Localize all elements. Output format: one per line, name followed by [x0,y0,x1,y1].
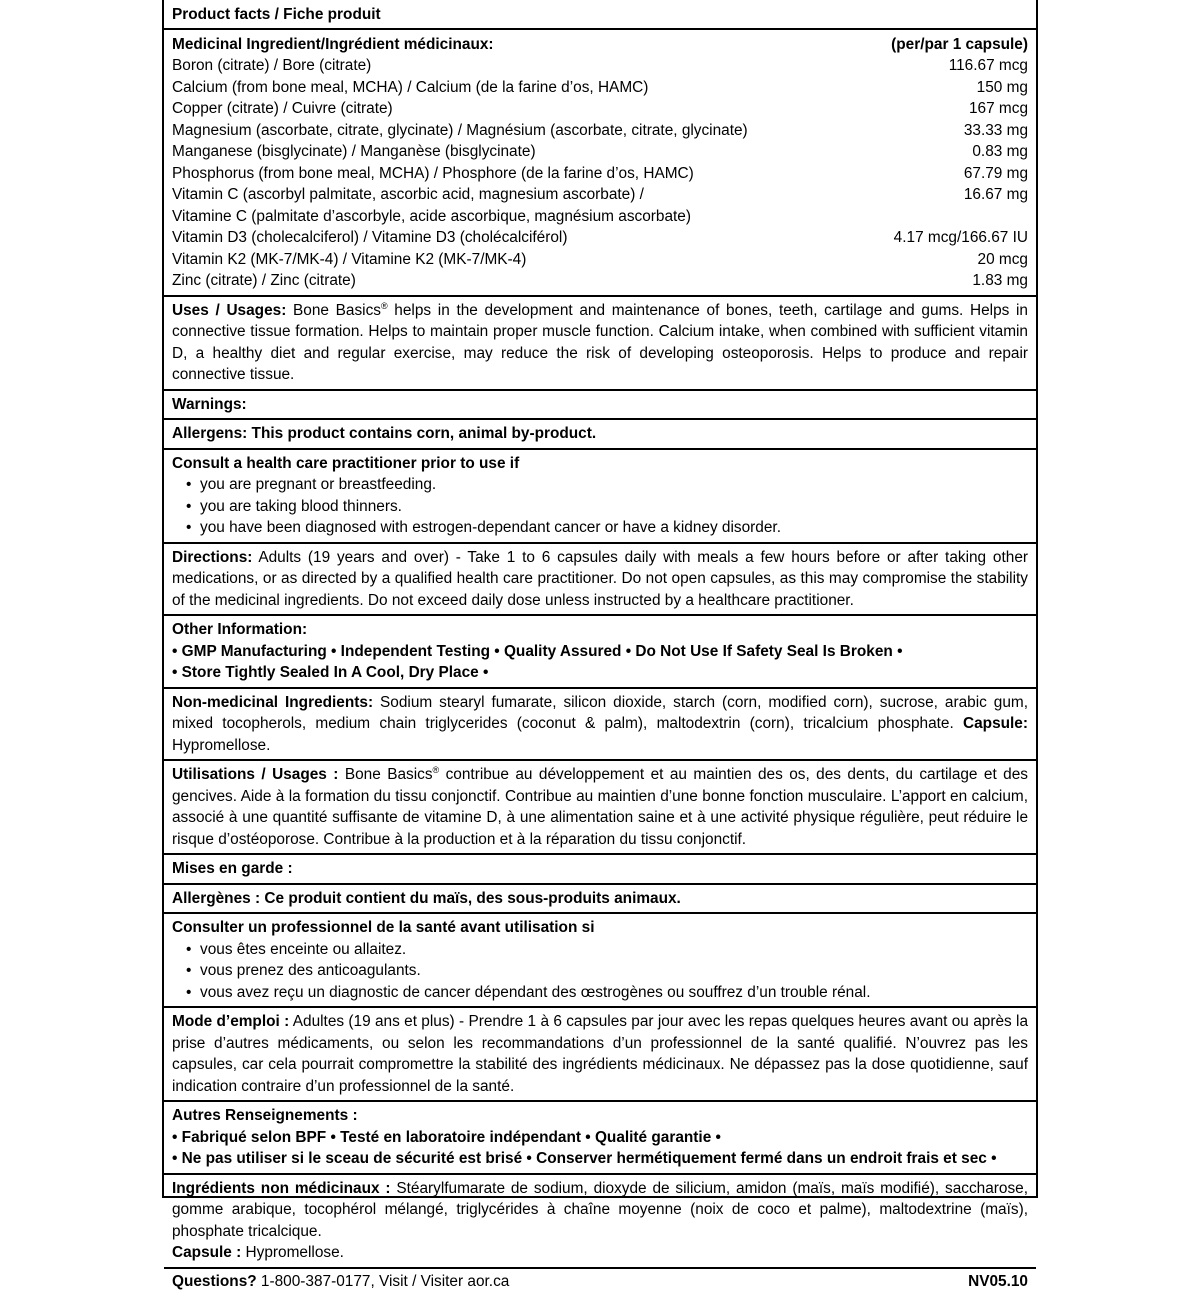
uses-brand: Bone Basics [286,302,381,319]
autres-heading: Autres Renseignements : [172,1105,1028,1127]
questions-contact: 1-800-387-0177, Visit / Visiter aor.ca [257,1273,510,1290]
ingredient-amount: 4.17 mcg/166.67 IU [894,227,1028,249]
consult-list [172,474,1028,539]
other-info-line2: • Store Tightly Sealed In A Cool, Dry Place • [172,662,1028,684]
ingredient-name: Zinc (citrate) / Zinc (citrate) [172,270,356,292]
ingredients-section [164,30,1036,297]
ingredient-name-line2: Vitamine C (palmitate d’ascorbyle, acide ascorbique, magnésium ascorbate) [172,206,954,228]
consulter-heading: Consulter un professionnel de la santé avant utilisation si [172,917,1028,939]
panel-title: Product facts / Fiche produit [172,6,381,23]
utilisations-label: Utilisations / Usages : [172,766,338,783]
capsule-text: Hypromellose. [172,737,270,754]
other-info-heading: Other Information: [172,619,1028,641]
ingredient-row [172,270,1028,292]
autres-line1: • Fabriqué selon BPF • Testé en laboratoire indépendant • Qualité garantie • [172,1127,1028,1149]
footer-section [164,1269,1036,1295]
uses-label: Uses / Usages: [172,302,286,319]
mises-en-garde-label: Mises en garde : [172,860,293,877]
ingredient-amount: 67.79 mg [964,163,1028,185]
capsule-label: Capsule: [963,715,1028,732]
list-item: • vous prenez des anticoagulants. [200,960,1028,982]
ingredient-amount: 0.83 mg [972,141,1028,163]
non-medicinal-text: Sodium stearyl fumarate, silicon dioxide, starch (corn, modified corn), sucrose, arabic gum, mixed tocopherols, medium chain triglycerides (coconut & palm), maltodextrin (corn), tricalcium phosphate. [172,694,1028,733]
ingredient-amount: 150 mg [977,77,1028,99]
ingredient-name: Phosphorus (from bone meal, MCHA) / Phosphore (de la farine d’os, HAMC) [172,163,694,185]
utilisations-section [164,761,1036,855]
allergens-section [164,420,1036,450]
ingredient-row-vitamin-c [172,184,1028,227]
non-medicinal-fr-label: Ingrédients non médicinaux : [172,1180,391,1197]
warnings-section [164,391,1036,421]
directions-label: Directions: [172,549,252,566]
consult-heading: Consult a health care practitioner prior to use if [172,453,1028,475]
version-code: NV05.10 [968,1271,1028,1293]
product-facts-panel [162,0,1038,1198]
ingredient-row [172,120,1028,142]
ingredient-name: Vitamin K2 (MK-7/MK-4) / Vitamine K2 (MK-7/MK-4) [172,249,526,271]
ingredient-name: Magnesium (ascorbate, citrate, glycinate) / Magnésium (ascorbate, citrate, glycinate) [172,120,748,142]
ingredient-row [172,141,1028,163]
directions-text: Adults (19 years and over) - Take 1 to 6 capsules daily with meals a few hours before or after taking other medications, or as directed by a qualified health care practitioner. Do not open capsules, as this may compromise the stability of the medicinal ingredients. Do not exceed daily dose unless instructed by a healthcare practitioner. [172,549,1028,609]
ingredient-name: Vitamin D3 (cholecalciferol) / Vitamine D3 (cholécalciférol) [172,227,567,249]
allergenes-text: Allergènes : Ce produit contient du maïs, des sous-produits animaux. [172,890,681,907]
ingredient-name-line1: Vitamin C (ascorbyl palmitate, ascorbic acid, magnesium ascorbate) / [172,184,954,206]
ingredient-row [172,249,1028,271]
ingredient-row [172,77,1028,99]
allergenes-section [164,885,1036,915]
warnings-label: Warnings: [172,396,247,413]
list-item: • you have been diagnosed with estrogen-dependant cancer or have a kidney disorder. [200,517,1028,539]
ingredients-header-row [172,34,1028,56]
registered-mark: ® [381,300,388,310]
ingredient-amount: 33.33 mg [964,120,1028,142]
mode-emploi-text: Adultes (19 ans et plus) - Prendre 1 à 6 capsules par jour avec les repas quelques heures avant ou après la prise d’autres médicaments, ou selon les recommandations d’un professionnel de la santé qualifié. N’ouvrez pas les capsules, car cela pourrait compromettre la stabilité des ingrédients médicinaux. Ne dépassez pas la dose quotidienne, sauf indication contraire d’un professionnel de la santé. [172,1013,1028,1095]
ingredients-heading: Medicinal Ingredient/Ingrédient médicinaux: [172,34,494,56]
utilisations-text: contribue au développement et au maintien des os, des dents, du cartilage et des gencives. Aide à la formation du tissu conjonctif. Contribue au maintien d’une bonne fonction musculaire. L’apport en calcium, associé à une quantité suffisante de vitamine D, à une alimentation saine et à une activité physique régulière, peut réduire le risque d’ostéoporose. Contribue à la production et à la réparation du tissu conjonctif. [172,766,1028,848]
non-medicinal-section [164,689,1036,762]
directions-section [164,544,1036,617]
uses-section [164,297,1036,391]
ingredient-name: Boron (citrate) / Bore (citrate) [172,55,371,77]
ingredient-amount: 16.67 mg [954,184,1028,227]
ingredient-name: Manganese (bisglycinate) / Manganèse (bisglycinate) [172,141,536,163]
non-medicinal-fr-section [164,1175,1036,1269]
mises-en-garde-section [164,855,1036,885]
autres-line2: • Ne pas utiliser si le sceau de sécurité est brisé • Conserver hermétiquement fermé dans un endroit frais et sec • [172,1148,1028,1170]
ingredient-row [172,227,1028,249]
ingredient-row [172,163,1028,185]
consulter-list [172,939,1028,1004]
ingredient-row [172,98,1028,120]
capsule-fr-text: Hypromellose. [241,1244,344,1261]
autres-section [164,1102,1036,1175]
other-info-section [164,616,1036,689]
header-section [164,0,1036,30]
amount-heading: (per/par 1 capsule) [891,34,1028,56]
questions-label: Questions? [172,1273,257,1290]
ingredient-amount: 1.83 mg [972,270,1028,292]
uses-text: helps in the development and maintenance of bones, teeth, cartilage and gums. Helps in connective tissue formation. Helps to maintain proper muscle function. Calcium intake, when combined with sufficient vitamin D, a healthy diet and regular exercise, may reduce the risk of developing osteoporosis. Helps to produce and repair connective tissue. [172,302,1028,384]
mode-emploi-label: Mode d’emploi : [172,1013,289,1030]
ingredient-amount: 167 mcg [969,98,1028,120]
list-item: • vous avez reçu un diagnostic de cancer dépendant des œstrogènes ou souffrez d’un trouble rénal. [200,982,1028,1004]
registered-mark: ® [433,765,440,775]
utilisations-brand: Bone Basics [338,766,432,783]
consulter-section [164,914,1036,1008]
ingredient-amount: 20 mcg [978,249,1028,271]
ingredient-row [172,55,1028,77]
capsule-fr-label: Capsule : [172,1244,241,1261]
other-info-line1: • GMP Manufacturing • Independent Testing • Quality Assured • Do Not Use If Safety Seal Is Broken • [172,641,1028,663]
non-medicinal-label: Non-medicinal Ingredients: [172,694,373,711]
ingredient-amount: 116.67 mcg [949,55,1028,77]
non-medicinal-fr-text: Stéarylfumarate de sodium, dioxyde de silicium, amidon (maïs, maïs modifié), saccharose, gomme arabique, tocophérol mélangé, triglycérides à chaîne moyenne (noix de coco et palme), maltodextrine (maïs), phosphate tricalcique. [172,1180,1028,1240]
ingredient-name: Calcium (from bone meal, MCHA) / Calcium (de la farine d’os, HAMC) [172,77,648,99]
list-item: • you are pregnant or breastfeeding. [200,474,1028,496]
list-item: • vous êtes enceinte ou allaitez. [200,939,1028,961]
ingredient-name: Copper (citrate) / Cuivre (citrate) [172,98,393,120]
mode-emploi-section [164,1008,1036,1102]
allergens-text: Allergens: This product contains corn, animal by-product. [172,425,596,442]
consult-section [164,450,1036,544]
list-item: • you are taking blood thinners. [200,496,1028,518]
